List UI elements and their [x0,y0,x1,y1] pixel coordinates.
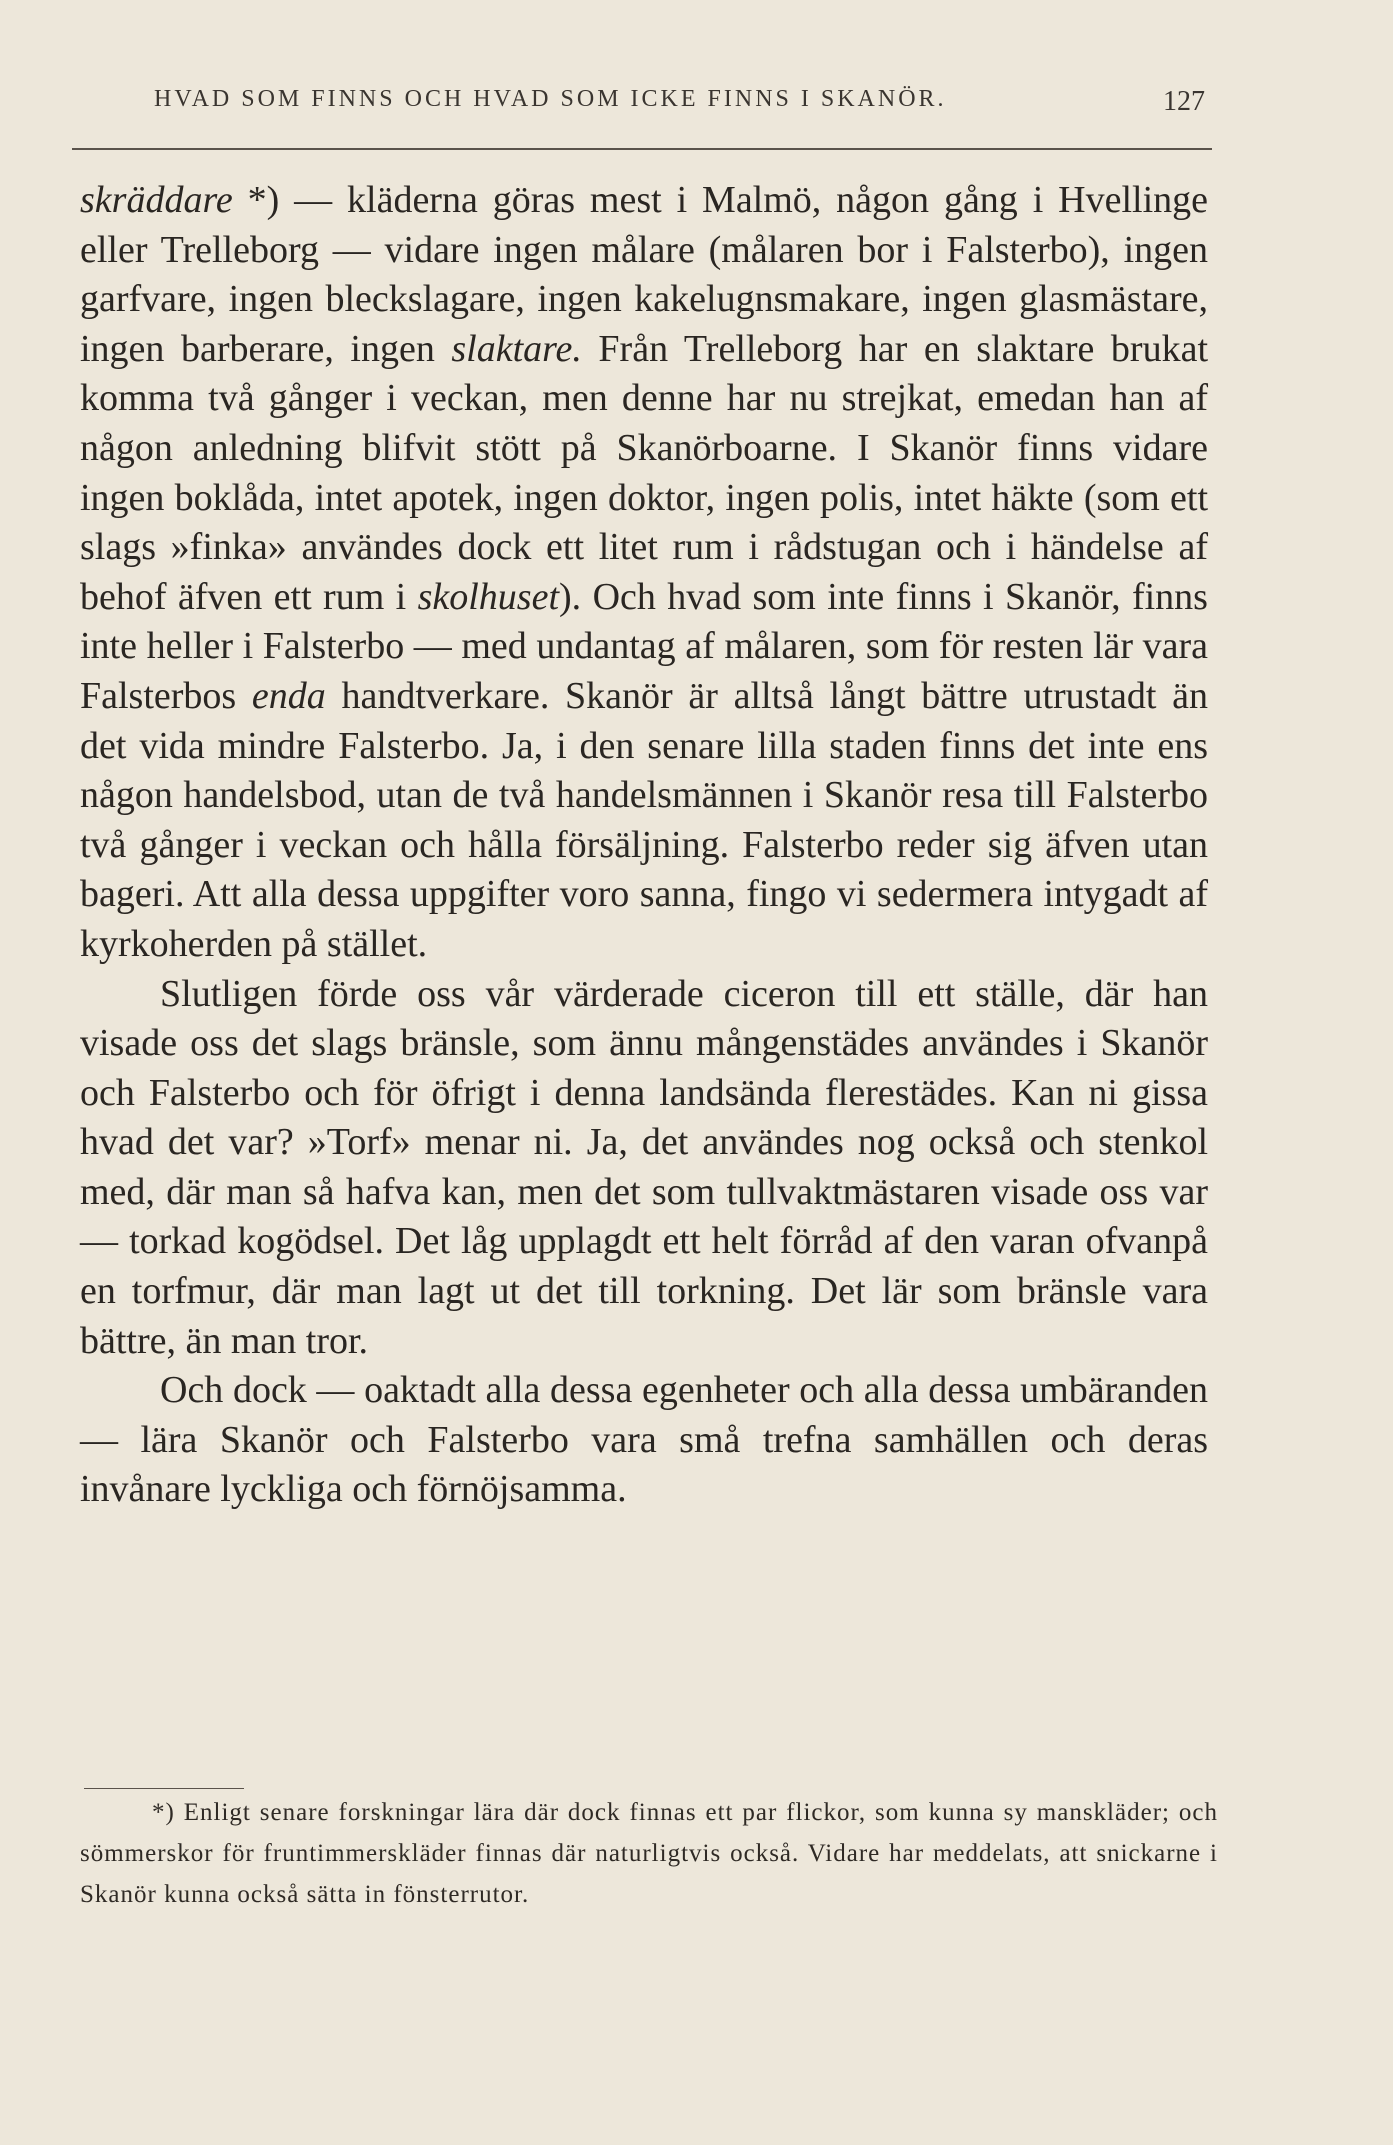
body-text [80,176,1208,1515]
paragraph-2: Slutligen förde oss vår värderade ciceron till ett ställe, där han visade oss det slags bränsle, som ännu mångenstädes användes i Skanör och Falsterbo och för öfrigt i denna landsända flerestädes. Kan ni gissa hvad det var? »Torf» menar ni. Ja, det användes nog också och stenkol med, där man så hafva kan, men det som tullvaktmästaren visade oss var — torkad kogödsel. Det låg upplagdt ett helt förråd af den varan ofvanpå en torfmur, där man lagt ut det till torkning. Det lär som bränsle vara bättre, än man tror. [80,972,1208,1362]
italic-word-enda: enda [251,674,326,717]
italic-word-slaktare: slaktare. [451,327,582,370]
footnote-mark: *) [152,1799,175,1826]
italic-word-skolhuset: skolhuset [417,575,560,618]
header-rule [72,148,1212,150]
paragraph-1-text-a: — kläderna göras mest i Malmö, någon gång i Hvellinge eller Trelleborg — vidare ingen målare (målaren bor i Falsterbo), ingen garfvare, ingen bleckslagare, ingen kakelugnsmakare, ingen glasmästare, ingen barberare, ingen [80,179,1208,370]
running-header [80,86,1205,126]
paragraph-1-text-d: handtverkare. Skanör är alltså långt bättre utrustadt än det vida mindre Falsterbo. Ja, i den senare lilla staden finns det inte ens någon handelsbod, utan de två handelsmännen i Skanör resa till Falsterbo två gånger i veckan och hålla försäljning. Falsterbo reder sig äfven utan bageri. Att alla dessa uppgifter voro sanna, fingo vi sedermera intygadt af kyrkoherden på stället. [80,674,1208,965]
running-title: HVAD SOM FINNS OCH HVAD SOM ICKE FINNS I SKANÖR. [154,86,947,112]
footnote-reference: *) [232,179,280,221]
paragraph-1-text-b: Från Trelleborg har en slaktare brukat komma två gånger i veckan, men denne har nu strejkat, emedan han af någon anledning blifvit stött på Skanörboarne. I Skanör finns vidare ingen boklåda, intet apotek, ingen doktor, ingen polis, intet häkte (som ett slags »finka» användes dock ett litet rum i rådstugan och i händelse af behof äfven ett rum i [80,327,1209,618]
footnote-text: Enligt senare forskningar lära där dock finnas ett par flickor, som kunna sy manskläder; och sömmerskor för fruntimmerskläder finnas där naturligtvis också. Vidare har meddelats, att snickarne i Skanör kunna också sätta in fönsterrutor. [80,1799,1218,1908]
paragraph-1-text-c: ). Och hvad som inte finns i Skanör, finns inte heller i Falsterbo — med undantag af målaren, som för resten lär vara Falsterbos [80,575,1208,717]
footnote-rule [84,1788,244,1789]
page-number: 127 [1163,86,1205,117]
footnote [80,1792,1218,1915]
paragraph-3: Och dock — oaktadt alla dessa egenheter och alla dessa umbäranden — lära Skanör och Falsterbo vara små trefna samhällen och deras invånare lyckliga och förnöjsamma. [80,1369,1208,1511]
paragraph-1 [80,176,1208,970]
italic-word-skraddare: skräddare [80,179,233,221]
